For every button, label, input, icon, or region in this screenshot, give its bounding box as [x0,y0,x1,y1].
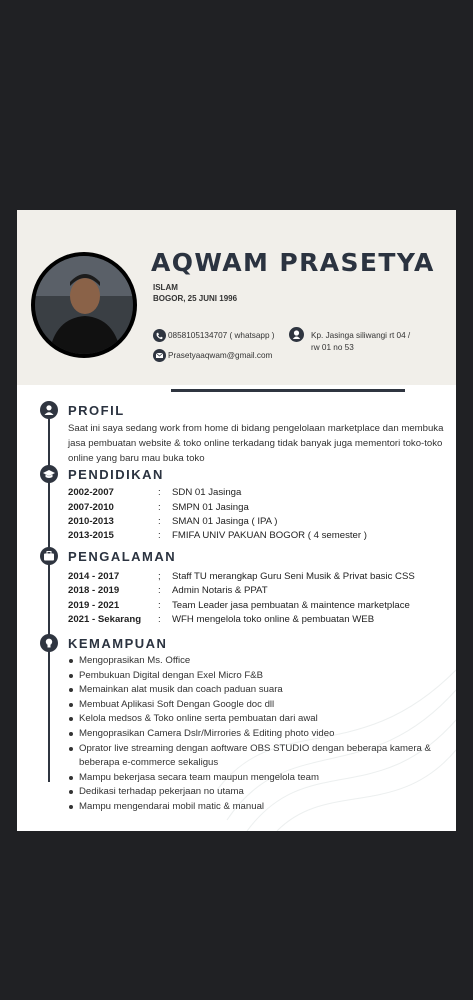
education-years: 2002-2007 [68,487,114,498]
profil-text: Saat ini saya sedang work from home di bidang pengelolaan marketplace dan membuka jasa pembuatan website & toko online terkadang tidak banyak juga mementori toko-toko online yang baru mau buka toko [68,423,444,464]
pengalaman-title: PENGALAMAN [68,549,177,564]
pendidikan-title: PENDIDIKAN [68,467,164,482]
profil-title: PROFIL [68,403,125,418]
briefcase-icon [40,547,58,565]
experience-row [68,583,448,598]
phone-icon [153,329,166,342]
experience-role: Staff TU merangkap Guru Seni Musik & Privat basic CSS [172,571,415,582]
education-school: SMPN 01 Jasinga [172,502,249,513]
experience-row [68,612,448,627]
profile-photo [31,252,137,358]
experience-years: 2021 - Sekarang [68,614,142,625]
skill-item: Dedikasi terhadap pekerjaan no utama [68,785,448,800]
education-years: 2007-2010 [68,502,114,513]
timeline-line [48,406,50,782]
education-row [68,485,448,500]
experience-row [68,598,448,613]
experience-colon: : [158,585,161,596]
education-row [68,528,448,543]
religion: ISLAM [153,283,178,292]
experience-colon: : [158,614,161,625]
resume-page [17,210,456,831]
address-line1: Kp. Jasinga siliwangi rt 04 / [311,331,411,340]
birth-info: BOGOR, 25 JUNI 1996 [153,294,238,303]
education-row [68,514,448,529]
skill-item: Pembukuan Digital dengan Exel Micro F&B [68,669,448,684]
experience-years: 2014 - 2017 [68,571,120,582]
experience-role: WFH mengelola toko online & pembuatan WEB [172,614,375,625]
skill-item: Membuat Aplikasi Soft Dengan Google doc dll [68,698,448,713]
education-colon: : [158,516,161,527]
education-school: SDN 01 Jasinga [172,487,242,498]
lightbulb-icon [40,634,58,652]
email-text: Prasetyaaqwam@gmail.com [168,351,273,360]
experience-colon: ; [158,571,161,582]
experience-row [68,569,448,584]
skill-item: Oprator live streaming dengan aoftware OBS STUDIO dengan beberapa kamera & beberapa e-commerce sekaligus [68,742,448,771]
person-icon [40,401,58,419]
header-divider [171,389,405,392]
education-colon: : [158,502,161,513]
kemampuan-title: KEMAMPUAN [68,636,168,651]
skill-item: Kelola medsos & Toko online serta pembuatan dari awal [68,712,448,727]
skill-item: Mengoprasikan Ms. Office [68,654,448,669]
experience-years: 2018 - 2019 [68,585,120,596]
education-row [68,500,448,515]
experience-role: Admin Notaris & PPAT [172,585,268,596]
phone-text: 0858105134707 ( whatsapp ) [168,331,275,340]
skill-item: Memainkan alat musik dan coach paduan suara [68,683,448,698]
education-colon: : [158,530,161,541]
email-icon [153,349,166,362]
education-years: 2013-2015 [68,530,114,541]
experience-colon: : [158,600,161,611]
education-school: FMIFA UNIV PAKUAN BOGOR ( 4 semester ) [172,530,367,541]
skill-item: Mampu mengendarai mobil matic & manual [68,800,448,815]
education-years: 2010-2013 [68,516,114,527]
experience-role: Team Leader jasa pembuatan & maintence marketplace [172,600,410,611]
graduation-cap-icon [40,465,58,483]
address-line2: rw 01 no 53 [311,343,354,352]
education-colon: : [158,487,161,498]
skill-item: Mampu bekerjasa secara team maupun mengelola team [68,771,448,786]
skill-item: Mengoprasikan Camera Dslr/Mirrories & Editing photo video [68,727,448,742]
education-school: SMAN 01 Jasinga ( IPA ) [172,516,278,527]
skills-list [68,654,448,815]
resume-name: AQWAM PRASETYA [151,248,435,277]
location-icon [289,327,304,342]
experience-years: 2019 - 2021 [68,600,120,611]
